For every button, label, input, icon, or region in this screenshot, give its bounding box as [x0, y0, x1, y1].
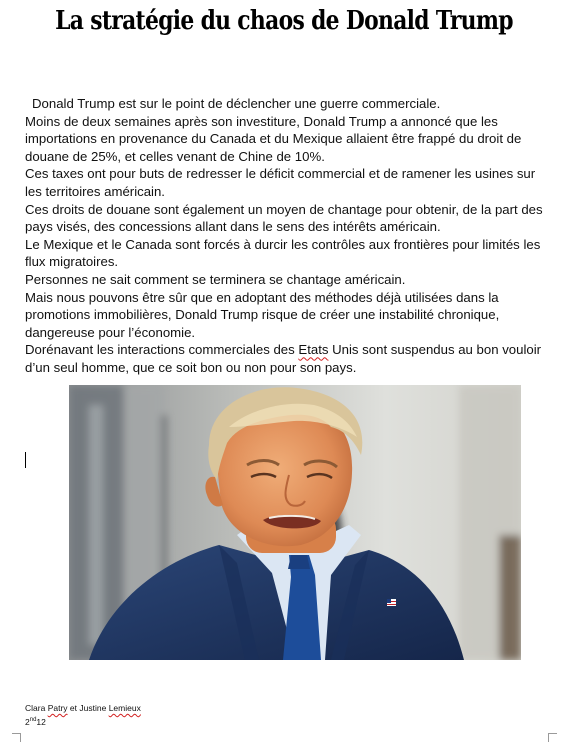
class-number: 2 [25, 716, 30, 727]
author-1-last[interactable]: Patry [47, 703, 68, 713]
author-2-first: Justine [79, 703, 107, 713]
article-photo[interactable] [69, 385, 521, 660]
class-line [25, 714, 141, 728]
paragraph-borders[interactable]: Le Mexique et le Canada sont forcés à durcir les contrôles aux frontières pour limités les flux migratoires. [25, 236, 541, 270]
document-title[interactable]: La stratégie du chaos de Donald Trump [55, 6, 513, 36]
class-superscript: nd [29, 717, 37, 723]
class-rest: 12 [36, 716, 46, 727]
paragraph-blackmail[interactable]: Ces droits de douane sont également un moyen de chantage pour obtenir, de la part des pays visés, des concessions allant dans le sens des intérêts américain. [25, 201, 543, 235]
conclusion-text-end: Unis sont suspendus au bon vouloir d’un seul homme, que ce soit bon ou non pour son pays. [25, 342, 542, 375]
document-footer[interactable] [25, 702, 141, 728]
author-2-last[interactable]: Lemieux [108, 703, 141, 713]
paragraph-uncertainty[interactable]: Personnes ne sait comment se terminera se chantage américain. [25, 271, 406, 287]
spellcheck-flagged-word[interactable]: Etats [298, 342, 329, 358]
paragraph-instability[interactable]: Mais nous pouvons être sûr que en adoptant des méthodes déjà utilisées dans la promotions immobilières, Donald Trump risque de créer une instabilité chronique, dangereuse pour l’économie. [25, 289, 500, 340]
authors-joiner: et [69, 703, 77, 713]
paragraph-announcement[interactable]: Moins de deux semaines après son investiture, Donald Trump a annoncé que les importations en provenance du Canada et du Mexique allaient être frappé du droit de douane de 25%, et celles venant de Chine de 10%. [25, 113, 522, 164]
crop-mark-left [12, 733, 21, 742]
article-body[interactable] [25, 95, 545, 377]
text-cursor-icon [25, 452, 26, 468]
conclusion-text-start: Dorénavant les interactions commerciales des [25, 342, 299, 358]
crop-mark-right [548, 733, 557, 742]
authors-line [25, 702, 141, 714]
author-1-first: Clara [25, 703, 46, 713]
paragraph-goals[interactable]: Ces taxes ont pour buts de redresser le déficit commercial et de ramener les usines sur les territoires américain. [25, 166, 536, 199]
flag-pin-icon [387, 599, 396, 606]
photo-illustration [69, 385, 521, 660]
paragraph-conclusion[interactable] [25, 341, 545, 376]
paragraph-intro[interactable]: Donald Trump est sur le point de déclencher une guerre commerciale. [32, 96, 441, 111]
